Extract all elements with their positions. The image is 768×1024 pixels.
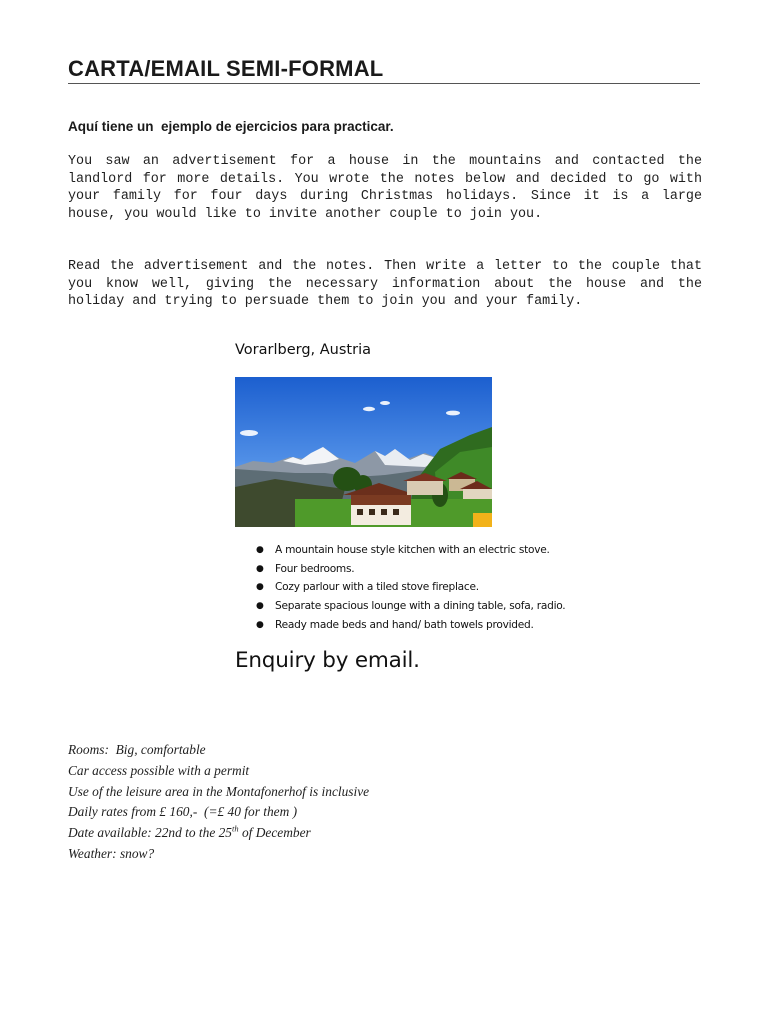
bullet-icon: ● xyxy=(256,601,264,612)
note-rates: Daily rates from £ 160,- (=£ 40 for them ) xyxy=(68,804,298,820)
mountain-chalet-photo xyxy=(235,377,492,527)
bullet-icon: ● xyxy=(256,563,264,574)
feature-item xyxy=(256,597,565,616)
note-leisure: Use of the leisure area in the Montafonerhof is inclusive xyxy=(68,783,370,799)
feature-text: Four bedrooms. xyxy=(275,562,355,575)
note-date-prefix: Date available: 22nd to the 25 xyxy=(68,825,233,841)
feature-item xyxy=(256,541,565,560)
feature-text: Separate spacious lounge with a dining table, sofa, radio. xyxy=(275,600,566,613)
advertisement-enquiry: Enquiry by email. xyxy=(235,648,420,673)
advertisement-features-list xyxy=(256,541,565,634)
feature-text: A mountain house style kitchen with an electric stove. xyxy=(275,544,550,556)
note-weather: Weather: snow? xyxy=(68,845,155,861)
note-car-access: Car access possible with a permit xyxy=(68,762,250,778)
feature-text: Ready made beds and hand/ bath towels provided. xyxy=(275,618,534,631)
bullet-icon: ● xyxy=(256,619,264,630)
instructions-paragraph-2: Read the advertisement and the notes. Then write a letter to the couple that you know well, giving the necessary information about the house and the holiday and trying to persuade them to join you and your family. xyxy=(68,259,702,310)
feature-item xyxy=(256,578,565,597)
advertisement-location: Vorarlberg, Austria xyxy=(235,342,371,358)
bullet-icon: ● xyxy=(256,545,264,555)
intro-text: Aquí tiene un ejemplo de ejercicios para practicar. xyxy=(68,119,394,134)
note-date-superscript: th xyxy=(232,823,239,834)
feature-text: Cozy parlour with a tiled stove fireplace. xyxy=(275,581,479,594)
feature-item xyxy=(256,560,565,579)
note-date xyxy=(68,823,369,844)
notes-list xyxy=(68,740,369,865)
title-underline xyxy=(68,83,700,84)
note-date-suffix: of December xyxy=(238,825,311,841)
yellow-sign xyxy=(473,513,492,527)
instructions-paragraph-1: You saw an advertisement for a house in the mountains and contacted the landlord for more details. You wrote the notes below and decided to go with your family for four days during Christmas holidays. Since it is a large house, you would like to invite another couple to join you. xyxy=(68,154,702,222)
feature-item xyxy=(256,616,565,635)
bullet-icon: ● xyxy=(256,582,264,593)
page-title: CARTA/EMAIL SEMI-FORMAL xyxy=(68,56,384,81)
note-rooms: Rooms: Big, comfortable xyxy=(68,742,206,757)
